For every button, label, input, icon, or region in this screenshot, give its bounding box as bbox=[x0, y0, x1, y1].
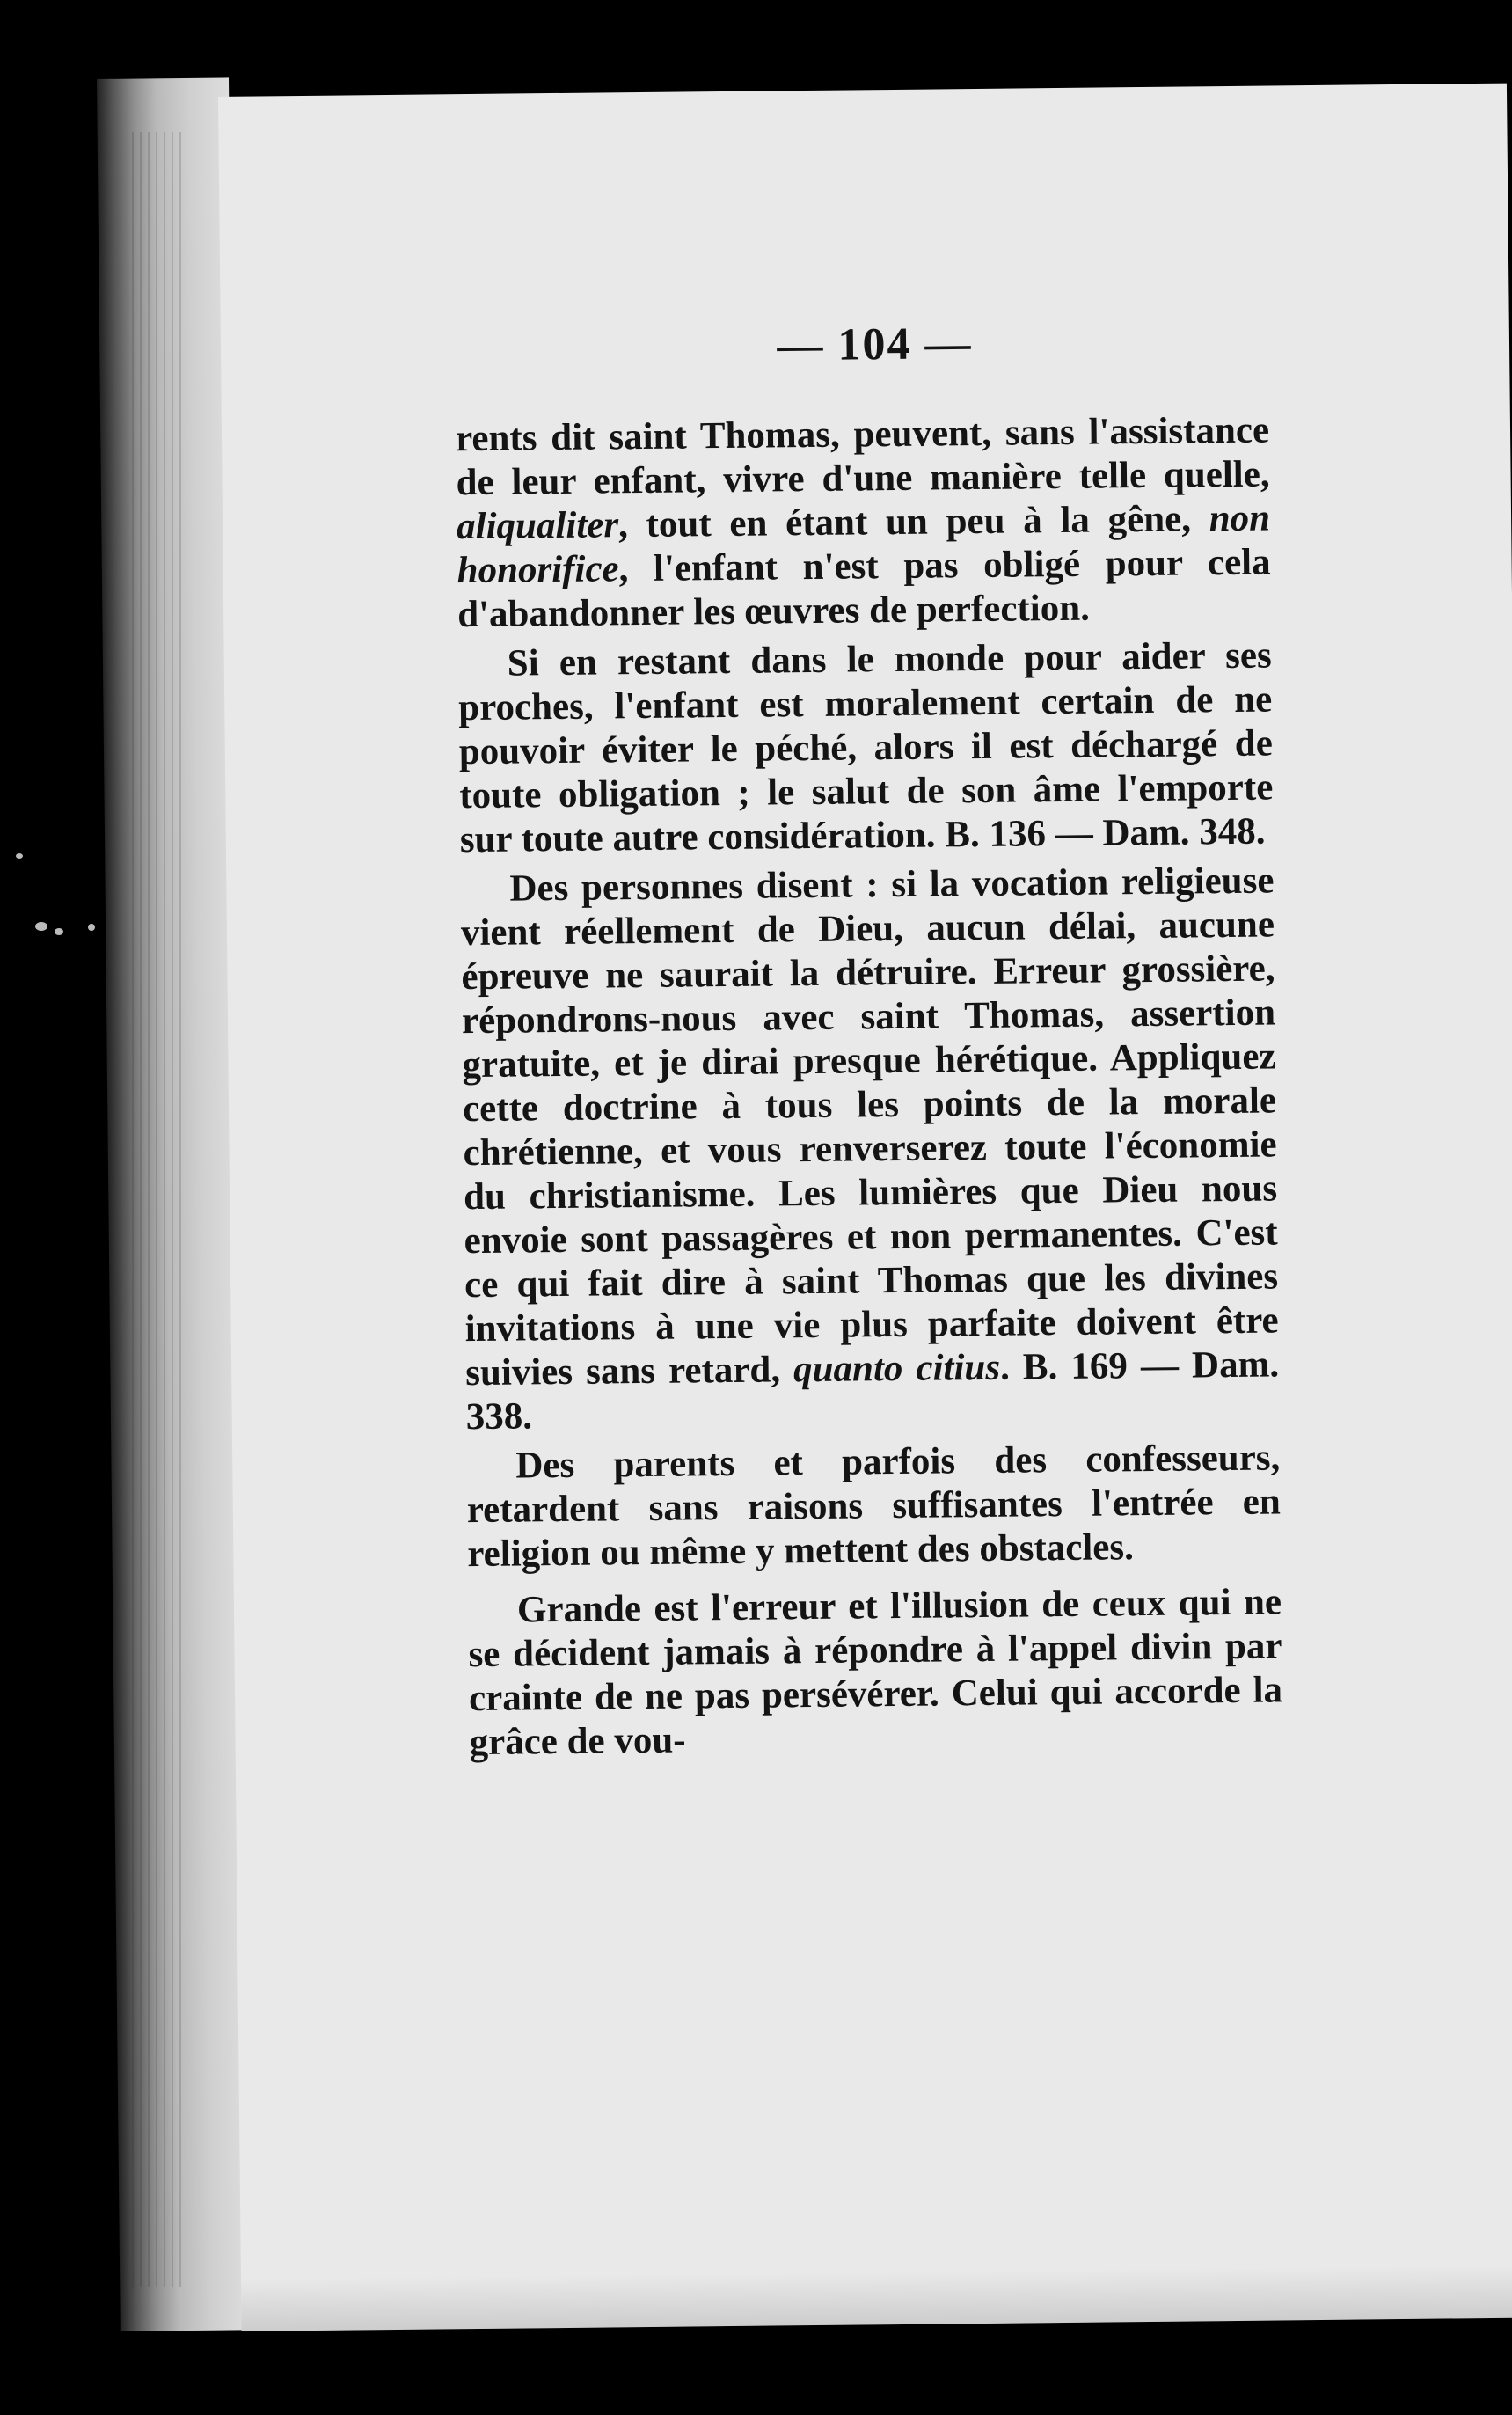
dust-speck bbox=[16, 853, 23, 859]
paragraph bbox=[460, 859, 1280, 1439]
text-run: rents dit saint Thomas, peuvent, sans l'assistance de leur enfant, vivre d'une manière telle quelle, bbox=[455, 409, 1270, 504]
page-text-block bbox=[455, 315, 1283, 1766]
italic-text-run: non honorifice bbox=[457, 497, 1271, 592]
text-run: , tout en étant un peu à la gêne, bbox=[617, 498, 1209, 546]
text-run: Des personnes disent : si la vocation religieuse vient réellement de Dieu, aucun délai, aucune épreuve ne saurait la détruire. Erreur grossière, répondrons-nous avec saint Thomas, assertion gratuite, et je dirai presque hérétique. Appliquez cette doctrine à tous les points de la morale chrétienne, et vous renverserez toute l'économie du christianisme. Les lumières que Dieu nous envoie sont passagères et non permanentes. C'est ce qui fait dire à saint Thomas que les divines invitations à une vie plus parfaite doivent être suivies sans retard, bbox=[460, 860, 1279, 1394]
italic-text-run: quanto citius bbox=[793, 1346, 1001, 1391]
page-shadow bbox=[241, 2265, 1512, 2331]
text-run: Grande est l'erreur et l'illusion de ceux qui ne se décident jamais à répondre à l'appel divin par crainte de ne pas persévérer. Celui qui accorde la grâce de vou- bbox=[468, 1581, 1283, 1764]
paragraph bbox=[456, 409, 1272, 638]
text-run: Des parents et parfois des confesseurs, retardent sans raisons suffisantes l'entrée en religion ou même y mettent des obstacles. bbox=[466, 1437, 1282, 1576]
paragraph bbox=[468, 1580, 1283, 1765]
text-run: Si en restant dans le monde pour aider ses proches, l'enfant est moralement certain de ne pouvoir éviter le péché, alors il est déchargé de toute obligation ; le salut de son âme l'emporte sur toute autre considération. B. 136 — Dam. 348. bbox=[458, 634, 1274, 861]
paragraph bbox=[458, 633, 1275, 862]
italic-text-run: aliqualiter bbox=[456, 504, 619, 548]
paragraph bbox=[466, 1436, 1282, 1577]
text-run: . B. 169 — Dam. 338. bbox=[465, 1343, 1280, 1438]
dust-speck bbox=[55, 928, 63, 935]
dust-speck bbox=[88, 924, 95, 931]
book-page bbox=[218, 84, 1512, 2331]
page-edge-stack bbox=[132, 132, 185, 2287]
dust-speck bbox=[35, 922, 47, 931]
text-run: , l'enfant n'est pas obligé pour cela d'abandonner les œuvres de perfection. bbox=[457, 541, 1271, 636]
page-number: — 104 — bbox=[777, 318, 973, 371]
